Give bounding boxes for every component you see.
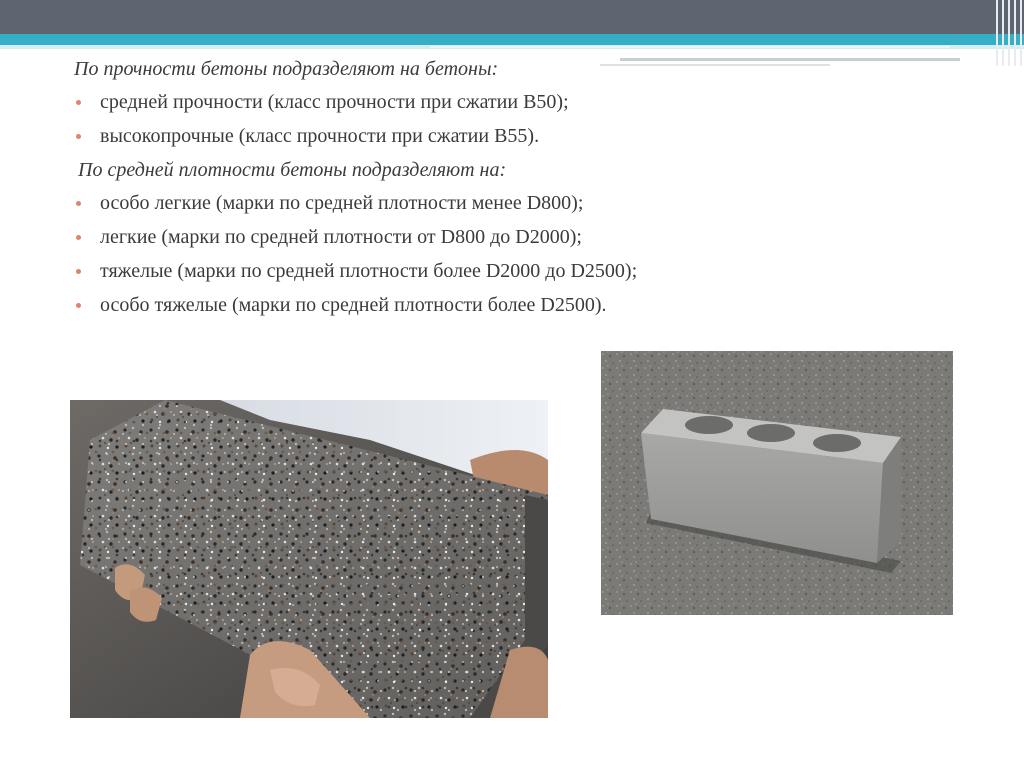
bullet-dot [76,201,81,206]
header-bar-teal [0,34,1024,45]
bullet-dot [76,269,81,274]
list-item [74,121,974,155]
list-item-text: средней прочности (класс прочности при сжатии В50); [100,91,569,113]
bullet-dot [76,100,81,105]
density-heading: По средней плотности бетоны подразделяют на: [78,159,507,181]
density-list [74,188,974,324]
list-item [74,87,974,121]
bullet-dot [76,134,81,139]
list-item [74,290,974,324]
list-item-text: особо легкие (марки по средней плотности менее D800); [100,192,584,214]
list-item-text: высокопрочные (класс прочности при сжатии В55). [100,125,540,147]
strength-list [74,87,974,155]
terrazzo-slab-photo [70,400,548,718]
concrete-block-photo [601,351,953,615]
list-item [74,256,974,290]
list-item [74,188,974,222]
header-line-light [430,46,950,48]
slide-content [74,54,974,324]
list-item [74,222,974,256]
list-item-text: тяжелые (марки по средней плотности более D2000 до D2500); [100,260,638,282]
strength-heading: По прочности бетоны подразделяют на бетоны: [74,58,499,80]
list-item-text: легкие (марки по средней плотности от D800 до D2000); [100,226,582,248]
header-bar-dark [0,0,1024,34]
bullet-dot [76,303,81,308]
bullet-dot [76,235,81,240]
list-item-text: особо тяжелые (марки по средней плотности более D2500). [100,294,607,316]
header-stripes [994,0,1024,66]
